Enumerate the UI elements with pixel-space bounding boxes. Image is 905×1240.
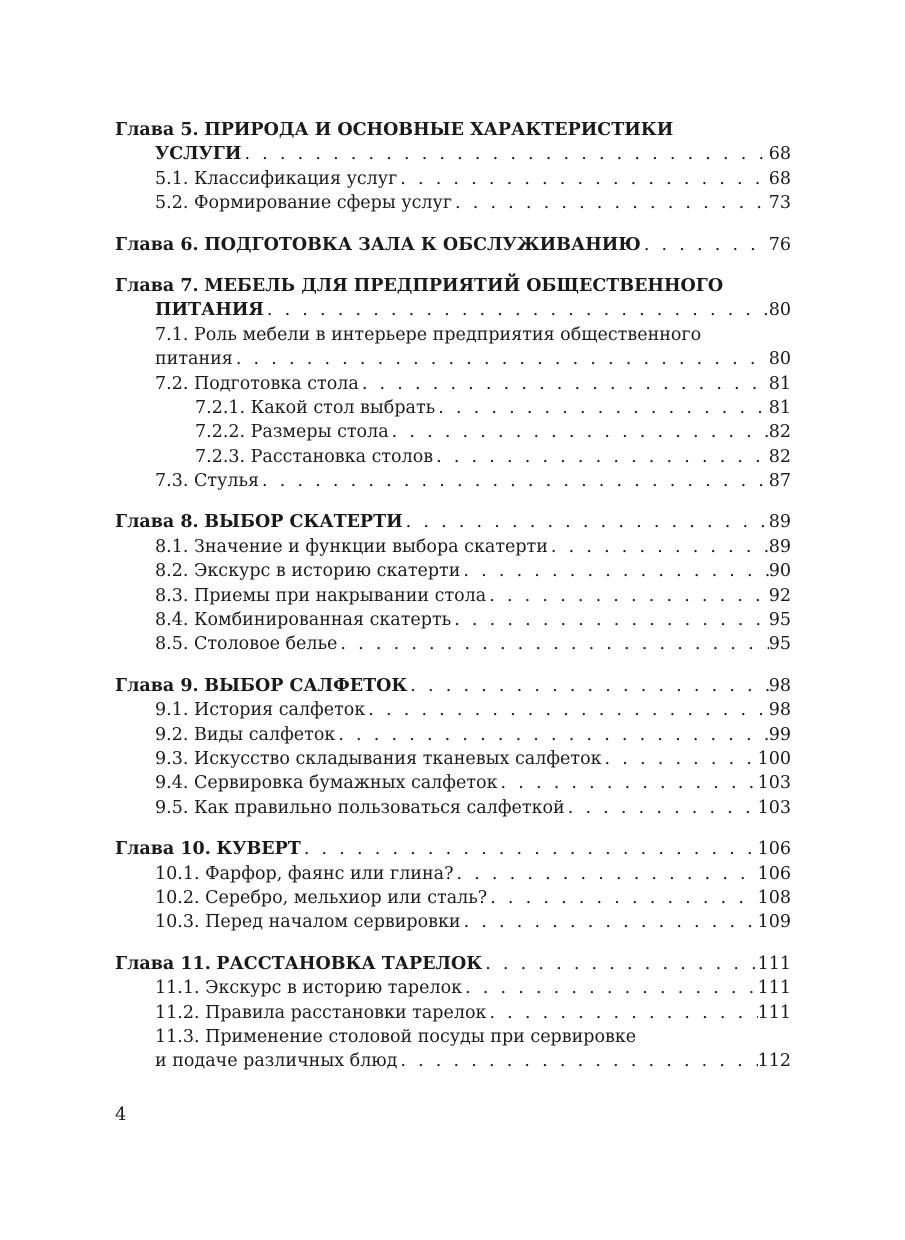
toc-entry[interactable] — [115, 723, 791, 747]
dot-leader — [259, 469, 769, 493]
section-label: 9.1. История салфеток — [155, 700, 366, 721]
chapter-prefix: Глава 9. — [115, 675, 199, 696]
chapter-heading[interactable] — [115, 118, 791, 142]
chapter-block — [115, 233, 791, 257]
dot-leader — [403, 510, 769, 534]
section-label: 8.5. Столовое белье — [155, 634, 338, 655]
toc-entry[interactable] — [115, 420, 791, 444]
dot-leader — [435, 396, 769, 420]
page-ref: 108 — [757, 887, 791, 908]
page-ref: 98 — [768, 700, 791, 721]
chapter-title-cont: ПИТАНИЯ — [155, 300, 264, 321]
dot-leader — [602, 747, 758, 771]
dot-leader — [453, 862, 757, 886]
toc-entry[interactable] — [115, 910, 791, 934]
toc-entry[interactable] — [115, 323, 791, 347]
page-ref: 95 — [768, 610, 791, 631]
chapter-prefix: Глава 10. — [115, 839, 211, 860]
page-ref: 80 — [768, 300, 791, 321]
page-ref: 99 — [768, 724, 791, 745]
dot-leader — [365, 698, 768, 722]
dot-leader — [407, 674, 768, 698]
toc-entry[interactable] — [115, 535, 791, 559]
toc-entry[interactable] — [115, 747, 791, 771]
dot-leader — [462, 976, 758, 1000]
toc-entry[interactable] — [115, 191, 791, 215]
section-label: 8.2. Экскурс в историю скатерти — [155, 561, 461, 582]
toc-entry[interactable] — [115, 1001, 791, 1025]
dot-leader — [335, 723, 768, 747]
chapter-heading[interactable] — [115, 233, 791, 257]
chapter-heading[interactable] — [115, 837, 791, 861]
dot-leader — [641, 233, 769, 257]
chapter-title-cont: УСЛУГИ — [155, 144, 242, 165]
chapter-heading-end[interactable] — [115, 298, 791, 322]
dot-leader — [451, 608, 769, 632]
dot-leader — [565, 796, 758, 820]
section-label: 7.2.2. Размеры стола — [195, 422, 389, 443]
toc-entry[interactable] — [115, 796, 791, 820]
page-ref: 80 — [768, 349, 791, 370]
page-ref: 73 — [768, 193, 791, 214]
chapter-prefix: Глава 6. — [115, 234, 199, 255]
section-label: 5.1. Классификация услуг — [155, 168, 398, 189]
section-label: 9.3. Искусство складывания тканевых салфеток — [155, 748, 602, 769]
toc-entry[interactable] — [115, 584, 791, 608]
toc-entry[interactable] — [115, 862, 791, 886]
section-label: 9.5. Как правильно пользоваться салфеткой — [155, 797, 565, 818]
toc-entry[interactable] — [115, 559, 791, 583]
dot-leader — [482, 952, 757, 976]
page-ref: 89 — [768, 512, 791, 533]
chapter-heading-end[interactable] — [115, 142, 791, 166]
toc-entry-end[interactable] — [115, 347, 791, 371]
section-label: 7.2.1. Какой стол выбрать — [195, 397, 436, 418]
chapter-heading[interactable] — [115, 674, 791, 698]
section-label-cont: питания — [155, 349, 233, 370]
section-label: 8.4. Комбинированная скатерть — [155, 610, 452, 631]
toc-entry[interactable] — [115, 698, 791, 722]
chapter-heading[interactable] — [115, 510, 791, 534]
chapter-prefix: Глава 8. — [115, 512, 199, 533]
chapter-block — [115, 837, 791, 935]
page-ref: 81 — [768, 373, 791, 394]
page-ref: 111 — [757, 953, 791, 974]
toc-entry[interactable] — [115, 632, 791, 656]
toc-entry[interactable] — [115, 396, 791, 420]
chapter-prefix: Глава 11. — [115, 953, 211, 974]
chapter-block — [115, 674, 791, 820]
table-of-contents — [115, 118, 791, 1091]
chapter-title: ПРИРОДА И ОСНОВНЫЕ ХАРАКТЕРИСТИКИ — [204, 120, 674, 140]
section-label: 10.2. Серебро, мельхиор или сталь? — [155, 887, 488, 908]
chapter-title: МЕБЕЛЬ ДЛЯ ПРЕДПРИЯТИЙ ОБЩЕСТВЕННОГО — [204, 275, 724, 296]
section-label: 10.3. Перед началом сервировки — [155, 912, 461, 933]
toc-entry[interactable] — [115, 167, 791, 191]
page-ref: 106 — [757, 839, 791, 860]
page-ref: 103 — [757, 797, 791, 818]
page-ref: 100 — [757, 748, 791, 769]
section-label: 8.3. Приемы при накрывании стола — [155, 585, 487, 606]
section-label: 10.1. Фарфор, фаянс или глина? — [155, 863, 454, 884]
toc-entry[interactable] — [115, 608, 791, 632]
dot-leader — [301, 837, 758, 861]
page-ref: 81 — [768, 397, 791, 418]
chapter-block — [115, 274, 791, 494]
dot-leader — [397, 1049, 757, 1073]
chapter-title: КУВЕРТ — [216, 839, 301, 860]
dot-leader — [498, 771, 758, 795]
section-label: 7.3. Стулья — [155, 471, 260, 492]
section-label: 7.2. Подготовка стола — [155, 373, 359, 394]
toc-entry[interactable] — [115, 445, 791, 469]
chapter-title: ПОДГОТОВКА ЗАЛА К ОБСЛУЖИВАНИЮ — [204, 234, 641, 255]
chapter-prefix: Глава 7. — [115, 275, 199, 296]
chapter-heading[interactable] — [115, 952, 791, 976]
chapter-block — [115, 952, 791, 1074]
page-ref: 92 — [768, 585, 791, 606]
page-ref: 82 — [768, 446, 791, 467]
dot-leader — [241, 142, 768, 166]
page-ref: 95 — [768, 634, 791, 655]
section-label: 11.2. Правила расстановки тарелок — [155, 1002, 487, 1023]
dot-leader — [548, 535, 769, 559]
section-label: 9.2. Виды салфеток — [155, 724, 336, 745]
toc-entry[interactable] — [115, 469, 791, 493]
toc-entry[interactable] — [115, 886, 791, 910]
dot-leader — [397, 167, 768, 191]
chapter-heading[interactable] — [115, 274, 791, 298]
page-ref: 109 — [757, 912, 791, 933]
page-ref: 82 — [768, 422, 791, 443]
section-label: 7.1. Роль мебели в интерьере предприятия общественного — [155, 324, 702, 345]
page-ref: 68 — [768, 144, 791, 165]
dot-leader — [233, 347, 769, 371]
section-label: 11.3. Применение столовой посуды при сервировке — [155, 1026, 637, 1047]
dot-leader — [486, 1001, 757, 1025]
toc-entry[interactable] — [115, 1025, 791, 1049]
section-label: 11.1. Экскурс в историю тарелок — [155, 978, 463, 999]
chapter-block — [115, 118, 791, 216]
page-ref: 90 — [768, 561, 791, 582]
section-label: 5.2. Формирование сферы услуг — [155, 193, 452, 214]
chapter-title: ВЫБОР СКАТЕРТИ — [204, 512, 403, 533]
toc-entry[interactable] — [115, 976, 791, 1000]
page-ref: 76 — [768, 234, 791, 255]
dot-leader — [452, 191, 769, 215]
page-ref: 111 — [757, 978, 791, 999]
dot-leader — [337, 632, 768, 656]
page-number: 4 — [115, 1104, 127, 1125]
page-ref: 89 — [768, 536, 791, 557]
page-ref: 106 — [757, 863, 791, 884]
section-label: 7.2.3. Расстановка столов — [195, 446, 434, 467]
dot-leader — [461, 910, 758, 934]
page-ref: 112 — [757, 1051, 791, 1072]
chapter-prefix: Глава 5. — [115, 120, 199, 140]
page-ref: 87 — [768, 471, 791, 492]
dot-leader — [433, 445, 769, 469]
dot-leader — [460, 559, 768, 583]
section-label: 8.1. Значение и функции выбора скатерти — [155, 536, 548, 557]
toc-entry[interactable] — [115, 771, 791, 795]
toc-entry-end[interactable] — [115, 1049, 791, 1073]
toc-entry[interactable] — [115, 372, 791, 396]
page-ref: 103 — [757, 773, 791, 794]
page-ref: 98 — [768, 675, 791, 696]
section-label-cont: и подаче различных блюд — [155, 1051, 398, 1072]
chapter-block — [115, 510, 791, 656]
page-ref: 111 — [757, 1002, 791, 1023]
chapter-title: РАССТАНОВКА ТАРЕЛОК — [216, 953, 483, 974]
dot-leader — [389, 420, 769, 444]
dot-leader — [486, 584, 769, 608]
dot-leader — [264, 298, 769, 322]
section-label: 9.4. Сервировка бумажных салфеток — [155, 773, 498, 794]
dot-leader — [359, 372, 769, 396]
dot-leader — [487, 886, 757, 910]
page-ref: 68 — [768, 168, 791, 189]
chapter-title: ВЫБОР САЛФЕТОК — [204, 675, 408, 696]
